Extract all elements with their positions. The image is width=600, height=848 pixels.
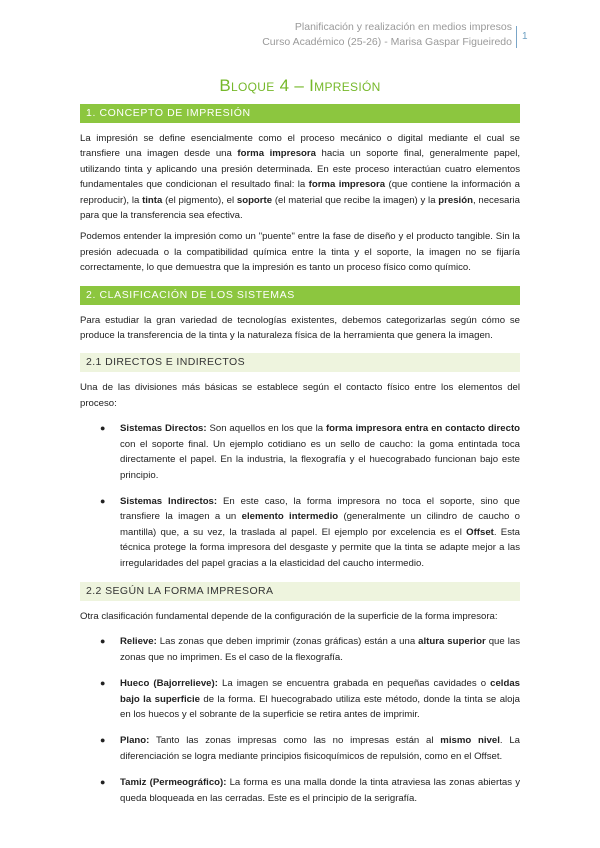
section-1-paragraph-1: La impresión se define esencialmente como el proceso mecánico o digital mediante el cual se transfiere una imagen desde una forma impresora hacia un soporte final, generalmente papel, utilizando tinta y aplicando una presión determinada. En este proceso interactúan cuatro elementos fundamentales que condicionan el resultado final: la forma impresora (que contiene la información a reproducir), la tinta (el pigmento), el soporte (el material que recibe la imagen) y la presión, necesaria para que la transferencia sea efectiva.: [80, 133, 521, 222]
list-item: ● Plano: Tanto las zonas impresas como las no impresas están al mismo nivel. La diferenciación se logra mediante principios fisicoquímicos de repulsión, como en el Offset.: [100, 735, 520, 762]
section-2-2-heading: 2.2 SEGÚN LA FORMA IMPRESORA: [80, 582, 520, 601]
list-item: ● Relieve: Las zonas que deben imprimir (zonas gráficas) están a una altura superior que las zonas que no imprimen. Es el caso de la flexografía.: [100, 636, 520, 663]
bullet-icon: ●: [100, 777, 106, 788]
header-course-year: Curso Académico (25-26) - Marisa Gaspar Figueiredo: [262, 36, 512, 48]
section-2-2-intro: Otra clasificación fundamental depende de la configuración de la superficie de la forma impresora:: [80, 610, 498, 622]
bullet-icon: ●: [100, 636, 106, 647]
page-number: 1: [516, 26, 530, 48]
bullet-icon: ●: [100, 735, 106, 746]
bullet-icon: ●: [100, 423, 106, 434]
section-1-paragraph-2: Podemos entender la impresión como un "puente" entre la fase de diseño y el producto tangible. Sin la presión adecuada o la compatibilidad química entre la tinta y el soporte, la imagen no se fijaría correctamente, lo que demuestra que la impresión es tanto un proceso físico como químico.: [80, 231, 520, 274]
header-course-name: Planificación y realización en medios impresos: [294, 21, 512, 33]
page-header: [262, 20, 512, 50]
section-2-heading: 2. CLASIFICACIÓN DE LOS SISTEMAS: [80, 286, 520, 305]
section-1-heading: 1. CONCEPTO DE IMPRESIÓN: [80, 104, 520, 123]
page-title: Bloque 4 – Impresión: [219, 76, 381, 95]
bullet-icon: ●: [100, 678, 106, 689]
list-item: ● Sistemas Indirectos: En este caso, la forma impresora no toca el soporte, sino que transfiere la imagen a un elemento intermedio (generalmente un cilindro de caucho o mantilla) que, a su vez, la traslada al papel. El ejemplo por excelencia es el Offset. Esta técnica protege la forma impresora del desgaste y permite que la tinta se adapte mejor a las irregularidades del papel gracias a la elasticidad del caucho intermedio.: [100, 495, 521, 569]
section-2-1-heading: 2.1 DIRECTOS E INDIRECTOS: [80, 353, 520, 372]
section-2-2-list: [80, 634, 520, 806]
section-2-1-intro: Una de las divisiones más básicas se establece según el contacto físico entre los elementos del proceso:: [80, 382, 520, 409]
bullet-icon: ●: [100, 495, 106, 506]
section-2-intro: Para estudiar la gran variedad de tecnologías existentes, debemos categorizarlas según cómo se produce la transferencia de la tinta y la naturaleza física de la herramienta que genera la imagen.: [80, 314, 520, 342]
document-body: [80, 104, 520, 817]
list-item: ● Tamiz (Permeográfico): La forma es una malla donde la tinta atraviesa las zonas abiertas y queda bloqueada en las cerradas. Este es el principio de la serigrafía.: [100, 777, 520, 804]
list-item: ● Hueco (Bajorrelieve): La imagen se encuentra grabada en pequeñas cavidades o celdas bajo la superficie de la forma. El huecograbado utiliza este método, donde la tinta se aloja en los huecos y el sobrante de la superficie se retira antes de imprimir.: [100, 678, 520, 720]
section-2-1-list: [80, 421, 520, 571]
list-item: ● Sistemas Directos: Son aquellos en los que la forma impresora entra en contacto directo con el soporte final. Un ejemplo cotidiano es un sello de caucho: la goma entintada toca directamente el papel. En la industria, la flexografía y el huecograbado funcionan bajo este principio.: [100, 423, 520, 481]
